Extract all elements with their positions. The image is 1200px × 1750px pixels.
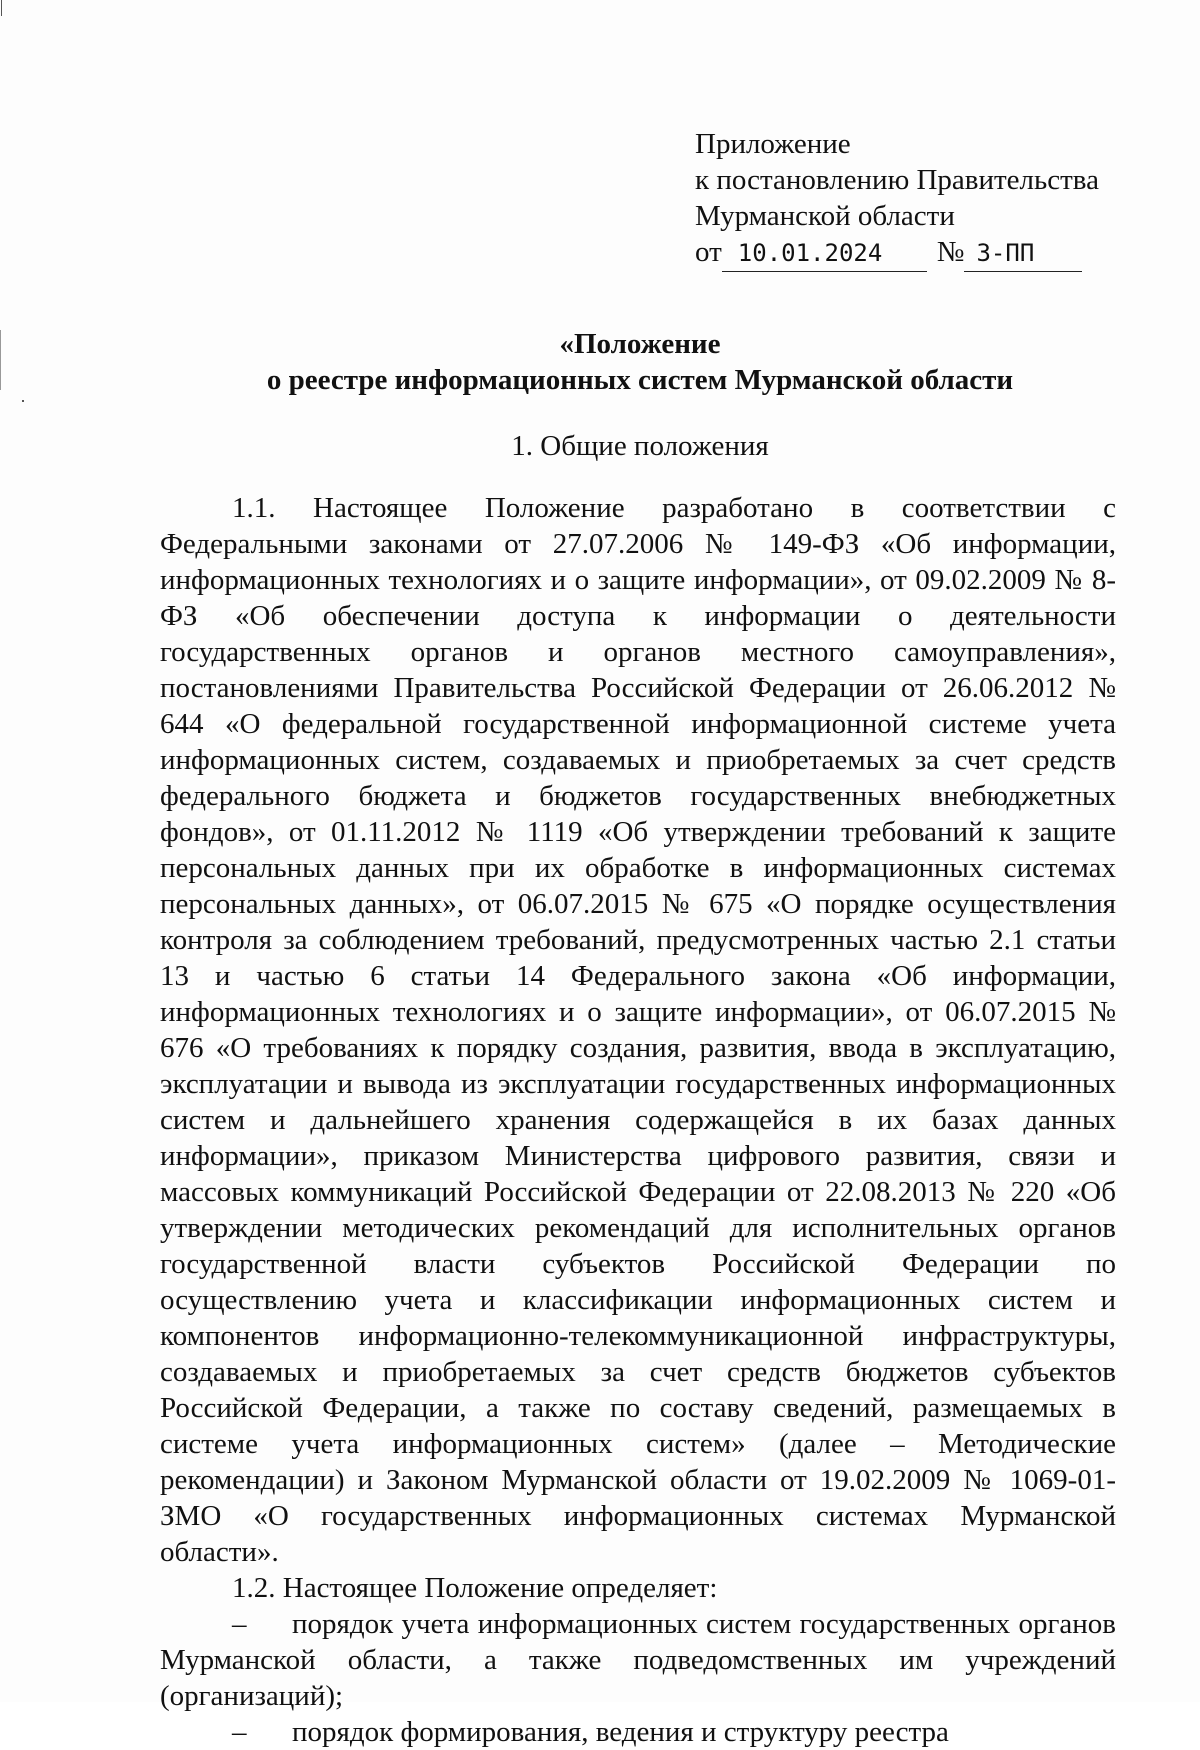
list-item [160,1606,1116,1714]
appendix-date-line [695,234,1099,272]
list-item [160,1714,1116,1750]
date-prefix: от [695,236,722,268]
title-line-2: о реестре информационных систем Мурманской области [266,364,1014,396]
dash-marker: – [232,1608,247,1640]
appendix-line-2: к постановлению Правительства [695,164,1099,196]
section-heading: 1. Общие положения [511,430,769,462]
scan-dot [22,400,24,402]
title-line-1: «Положение [559,328,721,360]
scan-edge-mark-top [1,0,2,16]
scan-edge-mark-left [0,330,1,390]
list-item-text: порядок формирования, ведения и структуру реестра [292,1716,949,1748]
appendix-line-1: Приложение [695,128,851,160]
list-item-text: порядок учета информационных систем государственных органов Мурманской области, а также подведомственных им учреждений (организаций); [160,1608,1116,1712]
number-prefix: № [936,236,965,268]
document-body [160,490,1116,1750]
date-field: 10.01.2024 [722,235,927,272]
appendix-header [695,126,1099,272]
paragraph-1-2: 1.2. Настоящее Положение определяет: [232,1572,718,1604]
dash-marker: – [232,1716,247,1748]
paragraph-1-1: 1.1. Настоящее Положение разработано в соответствии с Федеральными законами от 27.07.2006 № 149-ФЗ «Об информации, информационных технологиях и о защите информации», от 09.02.2009 № 8-ФЗ «Об обеспечении доступа к информации о деятельности государственных органов и органов местного самоуправления», постановлениями Правительства Российской Федерации от 26.06.2012 № 644 «О федеральной государственной информационной системе учета информационных систем, создаваемых и приобретаемых за счет средств федерального бюджета и бюджетов государственных внебюджетных фондов», от 01.11.2012 № 1119 «Об утверждении требований к защите персональных данных при их обработке в информационных системах персональных данных», от 06.07.2015 № 675 «О порядке осуществления контроля за соблюдением требований, предусмотренных частью 2.1 статьи 13 и частью 6 статьи 14 Федерального закона «Об информации, информационных технологиях и о защите информации», от 06.07.2015 № 676 «О требованиях к порядку создания, развития, ввода в эксплуатацию, эксплуатации и вывода из эксплуатации государственных информационных систем и дальнейшего хранения содержащейся в их базах данных информации», приказом Министерства цифрового развития, связи и массовых коммуникаций Российской Федерации от 22.08.2013 № 220 «Об утверждении методических рекомендаций для исполнительных органов государственной власти субъектов Российской Федерации по осуществлению учета и классификации информационных систем и компонентов информационно-телекоммуникационной инфраструктуры, создаваемых и приобретаемых за счет средств бюджетов субъектов Российской Федерации, а также по составу сведений, размещаемых в системе учета информационных систем» (далее – Методические рекомендации) и Законом Мурманской области от 19.02.2009 № 1069-01-ЗМО «О государственных информационных системах Мурманской области». [160,492,1116,1568]
number-field: 3-ПП [964,235,1082,272]
appendix-line-3: Мурманской области [695,200,955,232]
